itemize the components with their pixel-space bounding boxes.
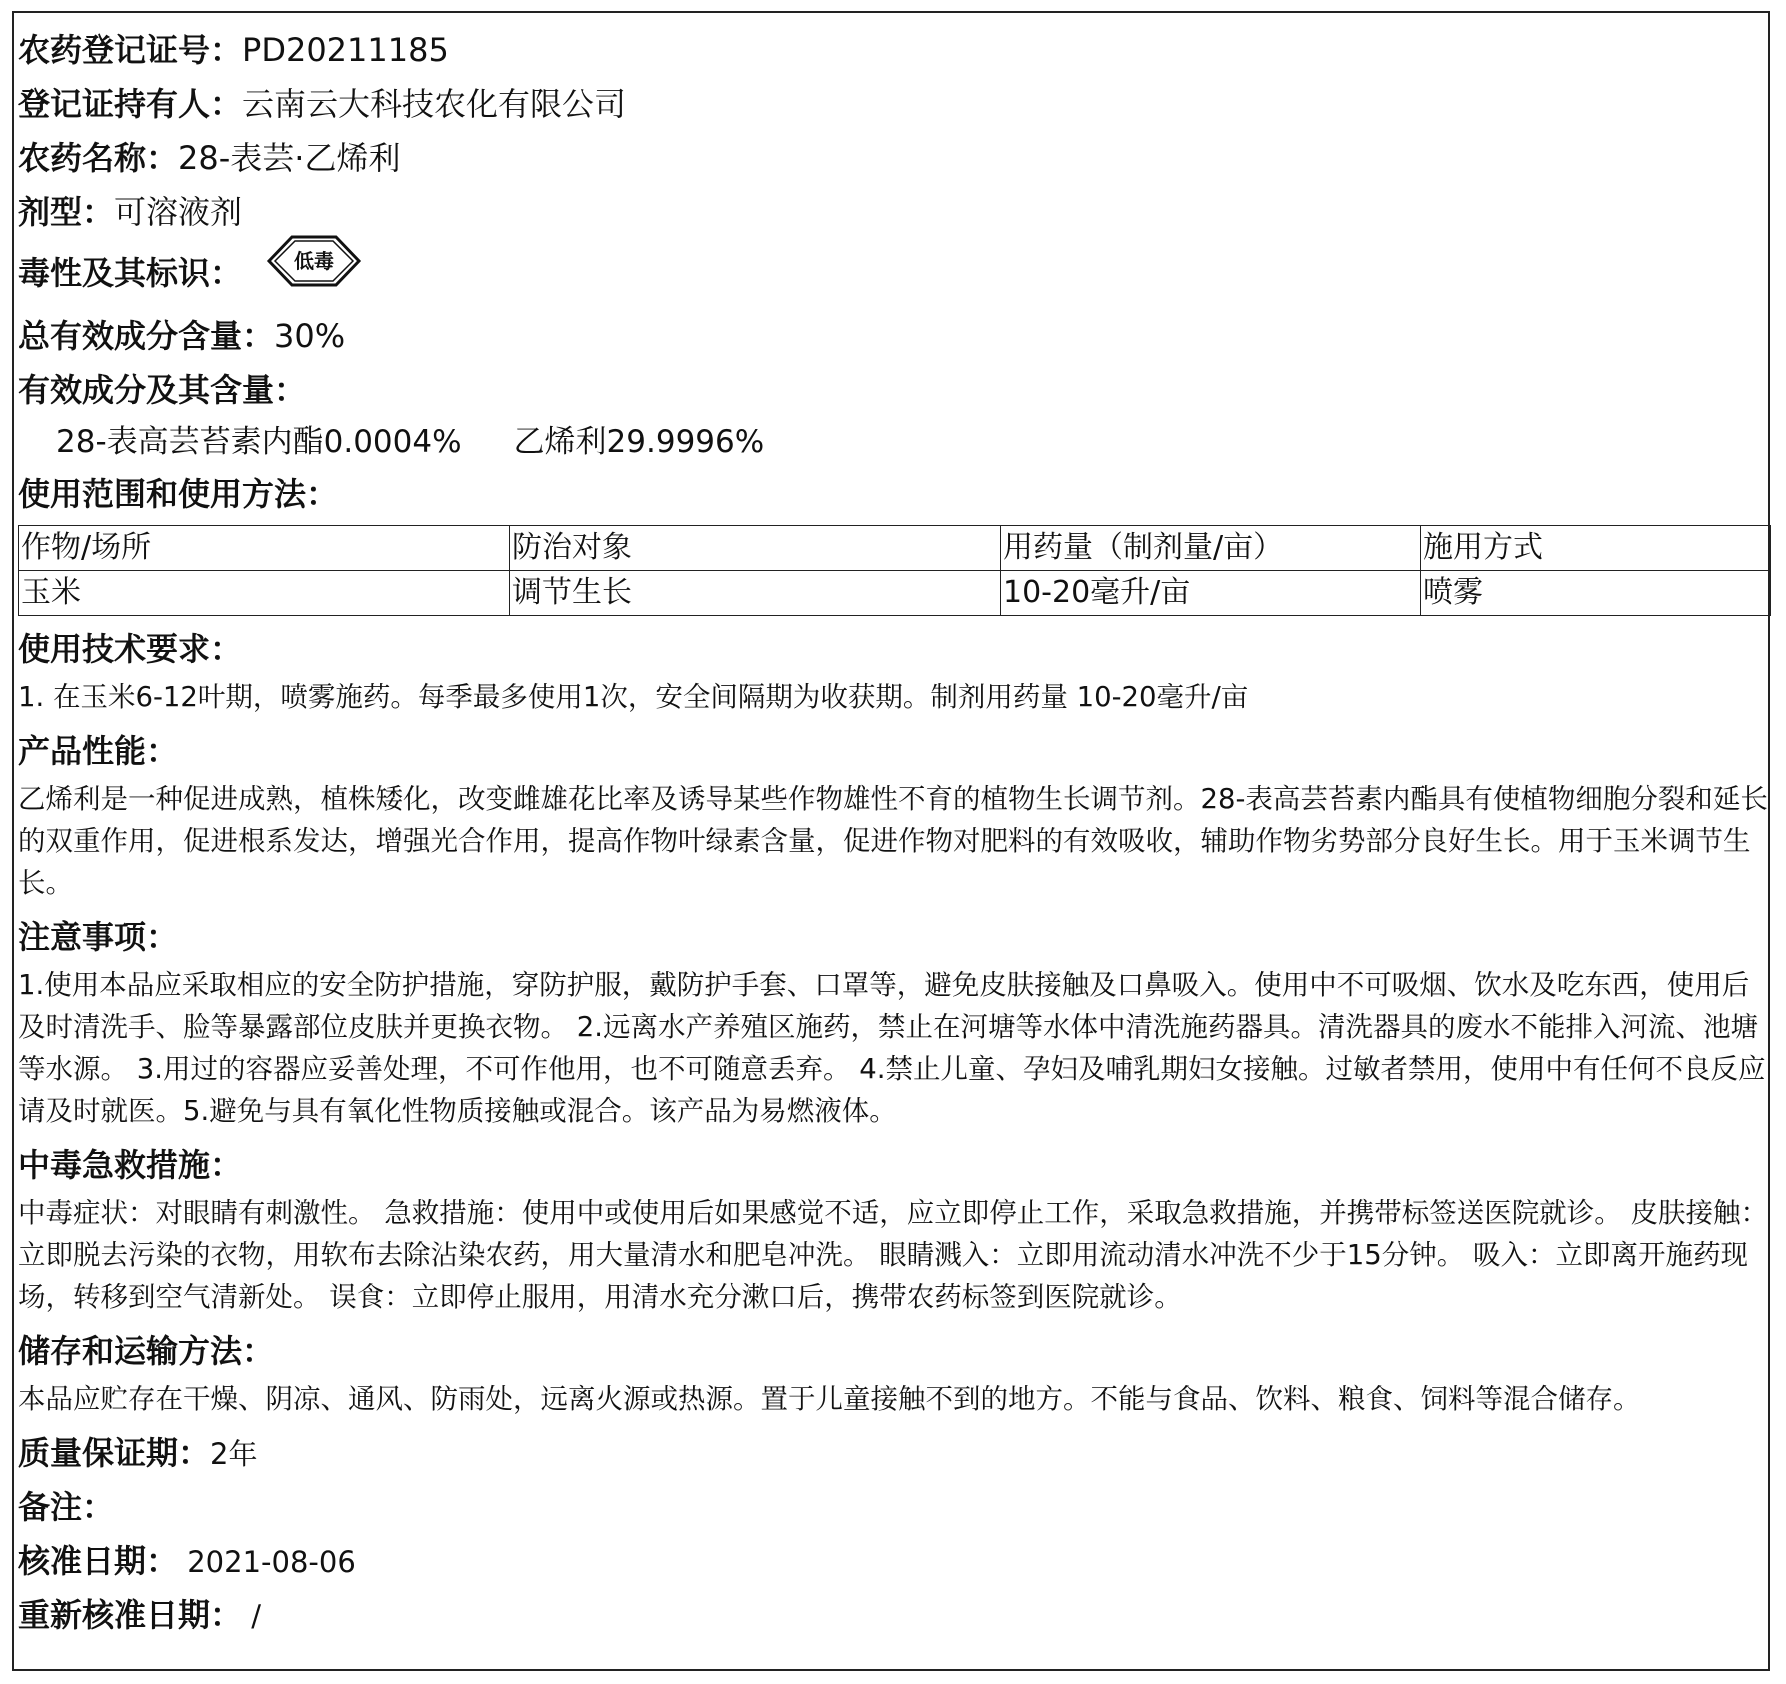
- performance-label: 产品性能：: [18, 732, 179, 770]
- ingredients-heading: [18, 363, 1768, 417]
- table-cell-method: 喷雾: [1421, 571, 1771, 616]
- ingredients-list: [18, 417, 1768, 467]
- total-content-value: 30%: [274, 317, 346, 355]
- reapproval-date-row: [18, 1588, 1768, 1642]
- tech-requirements-label: 使用技术要求：: [18, 630, 243, 668]
- low-toxicity-badge-icon: [266, 233, 362, 305]
- ingredients-label: 有效成分及其含量：: [18, 371, 307, 409]
- table-cell-target: 调节生长: [510, 571, 1001, 616]
- pesticide-name-value: 28-表芸·乙烯利: [178, 139, 401, 177]
- performance-text: 乙烯利是一种促进成熟，植株矮化，改变雌雄花比率及诱导某些作物雄性不育的植物生长调节剂。28-表高芸苔素内酯具有使植物细胞分裂和延长的双重作用，促进根系发达，增强光合作用，提高作物叶绿素含量，促进作物对肥料的有效吸收，辅助作物劣势部分良好生长。用于玉米调节生长。: [18, 783, 1768, 899]
- document-content: [18, 23, 1768, 1642]
- storage-heading: [18, 1324, 1768, 1378]
- ingredient-item: 28-表高芸苔素内酯0.0004%: [56, 424, 462, 460]
- notes-label: 注意事项：: [18, 918, 179, 956]
- warranty-label: 质量保证期：: [18, 1434, 211, 1472]
- first-aid-heading: [18, 1138, 1768, 1192]
- column-header-crop: 作物/场所: [19, 526, 510, 571]
- first-aid-text: 中毒症状：对眼睛有刺激性。 急救措施：使用中或使用后如果感觉不适，应立即停止工作，采取急救措施，并携带标签送医院就诊。 皮肤接触：立即脱去污染的衣物，用软布去除沾染农药，用大量清水和肥皂冲洗。 眼睛溅入：立即用流动清水冲洗不少于15分钟。 吸入：立即离开施药现场，转移到空气清新处。 误食：立即停止服用，用清水充分漱口后，携带农药标签到医院就诊。: [18, 1197, 1768, 1313]
- formulation-label: 剂型：: [18, 193, 115, 231]
- remark-row: [18, 1480, 1768, 1534]
- label-document: [12, 11, 1770, 1671]
- formulation-row: [18, 185, 1768, 239]
- reapproval-date-label: 重新核准日期：: [18, 1596, 243, 1634]
- notes-heading: [18, 910, 1768, 964]
- formulation-value: 可溶液剂: [114, 193, 243, 231]
- tech-requirements-text: 1. 在玉米6-12叶期，喷雾施药。每季最多使用1次，安全间隔期为收获期。制剂用药量 10-20毫升/亩: [18, 681, 1249, 713]
- column-header-target: 防治对象: [510, 526, 1001, 571]
- table-header-row: [19, 526, 1771, 571]
- low-toxicity-badge-text: 低毒: [294, 249, 335, 273]
- toxicity-row: [18, 239, 1768, 309]
- table-row: [19, 571, 1771, 616]
- warranty-row: [18, 1426, 1768, 1480]
- performance-heading: [18, 724, 1768, 778]
- reapproval-date-value: /: [242, 1599, 262, 1633]
- total-content-row: [18, 309, 1768, 363]
- notes-text: 1.使用本品应采取相应的安全防护措施，穿防护服，戴防护手套、口罩等，避免皮肤接触及口鼻吸入。使用中不可吸烟、饮水及吃东西，使用后及时清洗手、脸等暴露部位皮肤并更换衣物。 2.远离水产养殖区施药，禁止在河塘等水体中清洗施药器具。清洗器具的废水不能排入河流、池塘等水源。 3.用过的容器应妥善处理，不可作他用，也不可随意丢弃。 4.禁止儿童、孕妇及哺乳期妇女接触。过敏者禁用，使用中有任何不良反应请及时就医。5.避免与具有氧化性物质接触或混合。该产品为易燃液体。: [18, 969, 1766, 1127]
- approval-date-row: [18, 1534, 1768, 1588]
- holder-label: 登记证持有人：: [18, 85, 243, 123]
- first-aid-label: 中毒急救措施：: [18, 1146, 243, 1184]
- usage-heading: [18, 467, 1768, 521]
- approval-date-label: 核准日期：: [18, 1542, 179, 1580]
- registration-number-value: PD20211185: [242, 31, 449, 69]
- usage-label: 使用范围和使用方法：: [18, 475, 339, 513]
- column-header-method: 施用方式: [1421, 526, 1771, 571]
- column-header-dosage: 用药量（制剂量/亩）: [1001, 526, 1421, 571]
- registration-number-label: 农药登记证号：: [18, 31, 243, 69]
- table-cell-crop: 玉米: [19, 571, 510, 616]
- pesticide-name-label: 农药名称：: [18, 139, 179, 177]
- ingredient-item: 乙烯利29.9996%: [513, 424, 765, 460]
- table-cell-dosage: 10-20毫升/亩: [1001, 571, 1421, 616]
- registration-number-row: [18, 23, 1768, 77]
- total-content-label: 总有效成分含量：: [18, 317, 275, 355]
- approval-date-value: 2021-08-06: [178, 1545, 356, 1579]
- warranty-value: 2年: [210, 1437, 258, 1471]
- usage-table: [18, 525, 1771, 616]
- storage-text: 本品应贮存在干燥、阴凉、通风、防雨处，远离火源或热源。置于儿童接触不到的地方。不能与食品、饮料、粮食、饲料等混合储存。: [18, 1383, 1641, 1415]
- remark-label: 备注：: [18, 1488, 115, 1526]
- tech-requirements-heading: [18, 622, 1768, 676]
- holder-row: [18, 77, 1768, 131]
- storage-label: 储存和运输方法：: [18, 1332, 275, 1370]
- holder-value: 云南云大科技农化有限公司: [242, 85, 627, 123]
- toxicity-label: 毒性及其标识：: [18, 254, 243, 292]
- pesticide-name-row: [18, 131, 1768, 185]
